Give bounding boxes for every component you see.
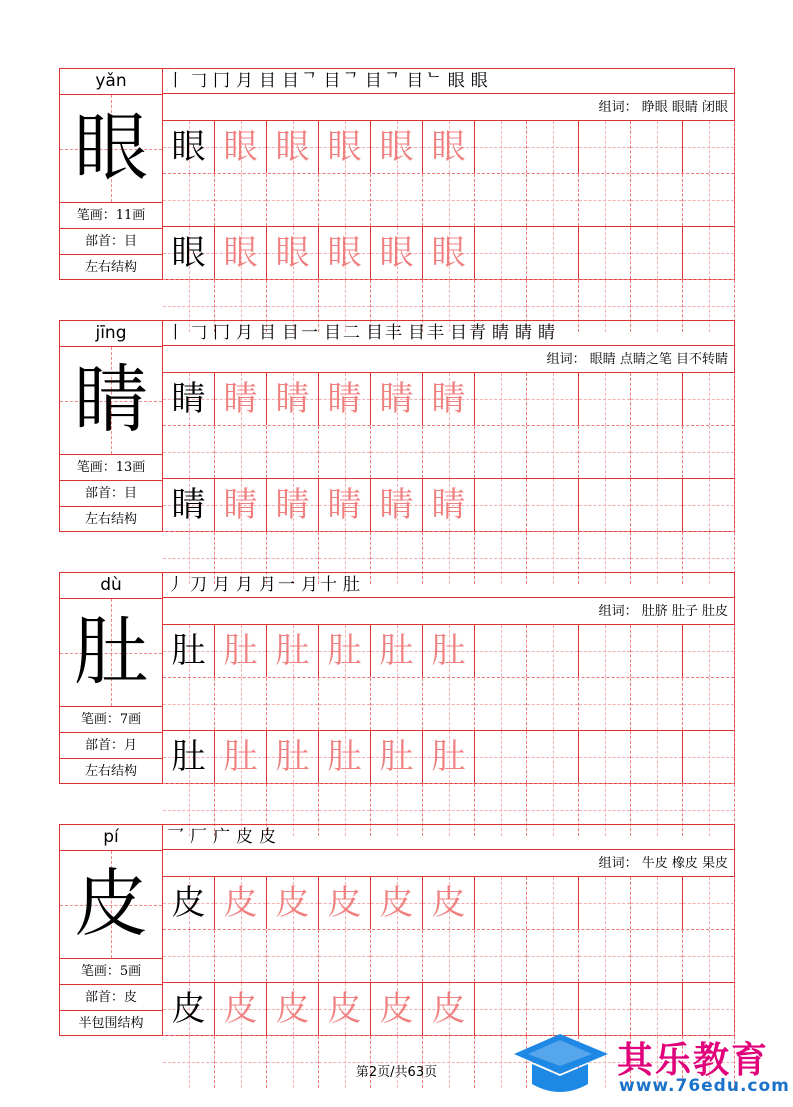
radical-label: 部首：皮 <box>60 984 162 1010</box>
writing-cell[interactable] <box>267 625 319 677</box>
model-character-cell <box>60 95 162 202</box>
radical-label: 部首：目 <box>60 228 162 254</box>
writing-cell[interactable] <box>475 983 527 1035</box>
writing-cell[interactable] <box>163 678 215 730</box>
writing-cell[interactable] <box>631 877 683 929</box>
trace-character: 肚 <box>431 737 466 777</box>
stroke-step: 月 <box>236 71 255 91</box>
model-character: 皮 <box>74 861 148 947</box>
writing-cell[interactable] <box>579 678 631 730</box>
example-character: 肚 <box>171 631 206 671</box>
writing-cell[interactable] <box>631 731 683 783</box>
practice-row <box>163 730 734 837</box>
stroke-step: 目ᄀ <box>282 71 320 91</box>
writing-cell[interactable] <box>371 121 423 173</box>
writing-cell[interactable] <box>319 877 371 929</box>
stroke-step: 月 <box>213 575 232 595</box>
writing-cell[interactable] <box>631 174 683 226</box>
trace-character: 眼 <box>379 233 414 273</box>
trace-character: 皮 <box>431 883 466 923</box>
example-character: 皮 <box>171 883 206 923</box>
writing-cell[interactable] <box>631 625 683 677</box>
writing-cell[interactable] <box>215 174 267 226</box>
stroke-step: 眼 <box>447 71 467 91</box>
writing-cell[interactable] <box>163 479 215 531</box>
example-character: 睛 <box>171 485 206 525</box>
trace-character: 皮 <box>431 989 466 1029</box>
stroke-count-label: 笔画：13画 <box>60 454 162 480</box>
writing-cell[interactable] <box>423 174 475 226</box>
writing-cell[interactable] <box>631 678 683 730</box>
trace-character: 眼 <box>327 127 362 167</box>
writing-cell[interactable] <box>683 121 735 173</box>
writing-cell[interactable] <box>683 426 735 478</box>
trace-character: 皮 <box>223 883 258 923</box>
pinyin: yǎn <box>60 69 162 95</box>
stroke-step: 目 <box>259 323 278 343</box>
word-list: 组词： 肚脐 肚子 肚皮 <box>598 604 728 619</box>
character-practice-block <box>59 572 735 784</box>
word-list: 组词： 睁眼 眼睛 闭眼 <box>598 100 728 115</box>
radical-label: 部首：目 <box>60 480 162 506</box>
writing-cell[interactable] <box>475 625 527 677</box>
trace-character: 肚 <box>327 737 362 777</box>
page-footer: 第2页/共63页 <box>355 1065 438 1080</box>
stroke-step: 月 <box>236 575 255 595</box>
writing-cell[interactable] <box>267 121 319 173</box>
writing-cell[interactable] <box>215 227 267 279</box>
writing-cell[interactable] <box>371 373 423 425</box>
writing-cell[interactable] <box>215 426 267 478</box>
model-character-cell <box>60 599 162 706</box>
stroke-step: 冂 <box>213 323 232 343</box>
trace-character: 睛 <box>223 485 258 525</box>
trace-character: 睛 <box>327 485 362 525</box>
trace-character: 睛 <box>379 379 414 419</box>
writing-cell[interactable] <box>267 930 319 982</box>
writing-cell[interactable] <box>631 373 683 425</box>
trace-character: 睛 <box>223 379 258 419</box>
stroke-step: 目一 <box>282 323 320 343</box>
stroke-step: 月一 <box>259 575 297 595</box>
writing-grid <box>163 572 735 784</box>
writing-cell[interactable] <box>319 479 371 531</box>
character-info-panel <box>59 68 163 280</box>
practice-row <box>163 624 734 731</box>
stroke-order <box>163 321 734 346</box>
character-practice-block <box>59 68 735 280</box>
writing-cell[interactable] <box>527 426 579 478</box>
writing-cell[interactable] <box>267 678 319 730</box>
stroke-step: 目二 <box>324 323 362 343</box>
trace-character: 睛 <box>379 485 414 525</box>
stroke-step: 眼 <box>470 71 490 91</box>
writing-cell[interactable] <box>371 479 423 531</box>
writing-cell[interactable] <box>631 227 683 279</box>
writing-cell[interactable] <box>215 983 267 1035</box>
writing-cell[interactable] <box>527 678 579 730</box>
writing-cell[interactable] <box>475 678 527 730</box>
writing-cell[interactable] <box>163 877 215 929</box>
stroke-step: 目丰 <box>366 323 404 343</box>
writing-cell[interactable] <box>215 121 267 173</box>
trace-character: 皮 <box>379 989 414 1029</box>
character-info-panel <box>59 320 163 532</box>
example-character: 眼 <box>171 233 206 273</box>
writing-cell[interactable] <box>267 983 319 1035</box>
writing-cell[interactable] <box>423 227 475 279</box>
writing-cell[interactable] <box>423 930 475 982</box>
writing-cell[interactable] <box>215 479 267 531</box>
structure-label: 左右结构 <box>60 758 162 784</box>
writing-cell[interactable] <box>163 625 215 677</box>
writing-cell[interactable] <box>163 930 215 982</box>
writing-cell[interactable] <box>163 227 215 279</box>
writing-cell[interactable] <box>423 426 475 478</box>
pinyin: pí <box>60 825 162 851</box>
writing-cell[interactable] <box>475 121 527 173</box>
stroke-step: 刀 <box>190 575 209 595</box>
trace-character: 皮 <box>327 989 362 1029</box>
trace-character: 眼 <box>223 233 258 273</box>
trace-character: 眼 <box>431 233 466 273</box>
stroke-count-label: 笔画：5画 <box>60 958 162 984</box>
trace-character: 皮 <box>327 883 362 923</box>
writing-cell[interactable] <box>631 479 683 531</box>
logo-url: www.76edu.com <box>619 1076 790 1096</box>
model-character: 肚 <box>74 609 148 695</box>
model-character-cell <box>60 347 162 454</box>
writing-cell[interactable] <box>423 983 475 1035</box>
writing-cell[interactable] <box>475 930 527 982</box>
writing-cell[interactable] <box>371 930 423 982</box>
writing-cell[interactable] <box>527 731 579 783</box>
writing-cell[interactable] <box>579 373 631 425</box>
trace-character: 皮 <box>379 883 414 923</box>
stroke-step: 目丰 <box>408 323 446 343</box>
writing-grid <box>163 68 735 280</box>
trace-character: 眼 <box>379 127 414 167</box>
writing-cell[interactable] <box>267 731 319 783</box>
stroke-count-label: 笔画：11画 <box>60 202 162 228</box>
writing-cell[interactable] <box>423 625 475 677</box>
writing-cell[interactable] <box>163 731 215 783</box>
writing-cell[interactable] <box>683 625 735 677</box>
practice-row <box>163 478 734 585</box>
stroke-step: 目青 <box>450 323 488 343</box>
stroke-step: 月 <box>236 323 255 343</box>
trace-character: 睛 <box>275 379 310 419</box>
example-character: 肚 <box>171 737 206 777</box>
example-character: 眼 <box>171 127 206 167</box>
writing-cell[interactable] <box>579 731 631 783</box>
stroke-step: 月十 <box>301 575 339 595</box>
writing-cell[interactable] <box>319 426 371 478</box>
writing-cell[interactable] <box>475 174 527 226</box>
stroke-step: 冂 <box>213 71 232 91</box>
writing-cell[interactable] <box>163 174 215 226</box>
writing-cell[interactable] <box>319 930 371 982</box>
character-practice-block <box>59 824 735 1036</box>
writing-cell[interactable] <box>527 227 579 279</box>
trace-character: 睛 <box>327 379 362 419</box>
writing-cell[interactable] <box>371 983 423 1035</box>
writing-cell[interactable] <box>527 930 579 982</box>
trace-character: 肚 <box>275 631 310 671</box>
writing-cell[interactable] <box>163 983 215 1035</box>
writing-cell[interactable] <box>579 930 631 982</box>
writing-cell[interactable] <box>267 479 319 531</box>
writing-cell[interactable] <box>579 121 631 173</box>
trace-character: 肚 <box>275 737 310 777</box>
writing-cell[interactable] <box>371 174 423 226</box>
graduation-cap-icon <box>512 1030 612 1102</box>
writing-cell[interactable] <box>319 174 371 226</box>
brand-logo <box>512 1030 790 1102</box>
practice-row <box>163 120 734 227</box>
writing-cell[interactable] <box>527 877 579 929</box>
stroke-step: 乛 <box>167 827 186 847</box>
structure-label: 半包围结构 <box>60 1010 162 1036</box>
writing-cell[interactable] <box>423 121 475 173</box>
trace-character: 眼 <box>275 127 310 167</box>
writing-cell[interactable] <box>371 731 423 783</box>
trace-character: 皮 <box>275 883 310 923</box>
stroke-step: 目ᄀ <box>364 71 403 91</box>
stroke-order <box>163 573 734 598</box>
writing-cell[interactable] <box>319 121 371 173</box>
pinyin: jīng <box>60 321 162 347</box>
writing-cell[interactable] <box>631 426 683 478</box>
writing-cell[interactable] <box>527 121 579 173</box>
trace-character: 皮 <box>275 989 310 1029</box>
writing-cell[interactable] <box>631 930 683 982</box>
writing-cell[interactable] <box>683 731 735 783</box>
trace-character: 肚 <box>327 631 362 671</box>
writing-cell[interactable] <box>423 373 475 425</box>
writing-cell[interactable] <box>579 479 631 531</box>
trace-character: 肚 <box>431 631 466 671</box>
stroke-step: 𠃌 <box>190 71 209 91</box>
writing-grid <box>163 320 735 532</box>
writing-cell[interactable] <box>475 731 527 783</box>
trace-character: 皮 <box>223 989 258 1029</box>
trace-character: 眼 <box>275 233 310 273</box>
trace-character: 眼 <box>431 127 466 167</box>
writing-cell[interactable] <box>579 174 631 226</box>
trace-character: 眼 <box>327 233 362 273</box>
writing-cell[interactable] <box>527 174 579 226</box>
trace-character: 睛 <box>275 485 310 525</box>
writing-cell[interactable] <box>319 983 371 1035</box>
writing-cell[interactable] <box>683 678 735 730</box>
trace-character: 肚 <box>223 737 258 777</box>
writing-cell[interactable] <box>371 678 423 730</box>
writing-cell[interactable] <box>267 227 319 279</box>
pinyin: dù <box>60 573 162 599</box>
writing-cell[interactable] <box>475 227 527 279</box>
stroke-step: 厂 <box>190 827 209 847</box>
structure-label: 左右结构 <box>60 506 162 532</box>
trace-character: 肚 <box>379 737 414 777</box>
writing-cell[interactable] <box>215 678 267 730</box>
writing-cell[interactable] <box>683 373 735 425</box>
writing-cell[interactable] <box>579 625 631 677</box>
stroke-step: 目ᄂ <box>406 71 444 91</box>
stroke-step: 目ᄀ <box>323 71 361 91</box>
structure-label: 左右结构 <box>60 254 162 280</box>
writing-cell[interactable] <box>683 877 735 929</box>
trace-character: 眼 <box>223 127 258 167</box>
writing-cell[interactable] <box>683 227 735 279</box>
writing-cell[interactable] <box>579 983 631 1035</box>
trace-character: 睛 <box>431 485 466 525</box>
writing-cell[interactable] <box>527 625 579 677</box>
writing-cell[interactable] <box>215 930 267 982</box>
stroke-step: 目 <box>259 71 278 91</box>
stroke-step: 睛 <box>492 323 511 343</box>
practice-row <box>163 372 734 479</box>
writing-cell[interactable] <box>475 373 527 425</box>
writing-cell[interactable] <box>371 426 423 478</box>
writing-cell[interactable] <box>579 227 631 279</box>
stroke-count-label: 笔画：7画 <box>60 706 162 732</box>
writing-cell[interactable] <box>527 479 579 531</box>
writing-grid <box>163 824 735 1036</box>
writing-cell[interactable] <box>423 479 475 531</box>
practice-row <box>163 226 734 333</box>
example-character: 睛 <box>171 379 206 419</box>
stroke-order <box>163 825 734 850</box>
writing-cell[interactable] <box>319 678 371 730</box>
stroke-step: 𠃌 <box>190 323 209 343</box>
writing-cell[interactable] <box>683 479 735 531</box>
writing-cell[interactable] <box>319 227 371 279</box>
model-character-cell <box>60 851 162 958</box>
stroke-step: 广 <box>213 827 232 847</box>
model-character: 眼 <box>74 105 148 191</box>
word-list: 组词： 眼睛 点睛之笔 目不转睛 <box>546 352 728 367</box>
writing-cell[interactable] <box>319 625 371 677</box>
model-character: 睛 <box>74 357 148 443</box>
writing-cell[interactable] <box>579 426 631 478</box>
writing-cell[interactable] <box>215 373 267 425</box>
trace-character: 肚 <box>379 631 414 671</box>
writing-cell[interactable] <box>475 877 527 929</box>
writing-cell[interactable] <box>163 121 215 173</box>
writing-cell[interactable] <box>631 121 683 173</box>
writing-cell[interactable] <box>215 625 267 677</box>
writing-cell[interactable] <box>527 983 579 1035</box>
trace-character: 肚 <box>223 631 258 671</box>
character-info-panel <box>59 572 163 784</box>
logo-title: 其乐教育 <box>617 1040 770 1081</box>
stroke-step: 睛 <box>515 323 534 343</box>
stroke-step: 丨 <box>167 71 186 91</box>
character-practice-block <box>59 320 735 532</box>
writing-cell[interactable] <box>163 426 215 478</box>
writing-cell[interactable] <box>267 373 319 425</box>
writing-cell[interactable] <box>267 426 319 478</box>
writing-cell[interactable] <box>371 227 423 279</box>
writing-cell[interactable] <box>215 731 267 783</box>
practice-row <box>163 876 734 983</box>
writing-cell[interactable] <box>475 479 527 531</box>
writing-cell[interactable] <box>475 426 527 478</box>
stroke-step: 丿 <box>167 575 186 595</box>
writing-cell[interactable] <box>267 877 319 929</box>
writing-cell[interactable] <box>267 174 319 226</box>
writing-cell[interactable] <box>423 678 475 730</box>
writing-cell[interactable] <box>683 174 735 226</box>
stroke-step: 皮 <box>259 827 278 847</box>
radical-label: 部首：月 <box>60 732 162 758</box>
word-list: 组词： 牛皮 橡皮 果皮 <box>598 856 728 871</box>
writing-cell[interactable] <box>319 373 371 425</box>
writing-cell[interactable] <box>319 731 371 783</box>
writing-cell[interactable] <box>683 930 735 982</box>
writing-cell[interactable] <box>579 877 631 929</box>
writing-cell[interactable] <box>423 731 475 783</box>
stroke-step: 皮 <box>236 827 255 847</box>
trace-character: 睛 <box>431 379 466 419</box>
writing-cell[interactable] <box>631 983 683 1035</box>
stroke-step: 睛 <box>538 323 557 343</box>
stroke-order <box>163 69 734 94</box>
writing-cell[interactable] <box>215 877 267 929</box>
writing-cell[interactable] <box>371 877 423 929</box>
character-info-panel <box>59 824 163 1036</box>
writing-cell[interactable] <box>163 373 215 425</box>
writing-cell[interactable] <box>683 983 735 1035</box>
stroke-step: 肚 <box>343 575 362 595</box>
stroke-step: 丨 <box>167 323 186 343</box>
example-character: 皮 <box>171 989 206 1029</box>
writing-cell[interactable] <box>371 625 423 677</box>
writing-cell[interactable] <box>423 877 475 929</box>
writing-cell[interactable] <box>527 373 579 425</box>
